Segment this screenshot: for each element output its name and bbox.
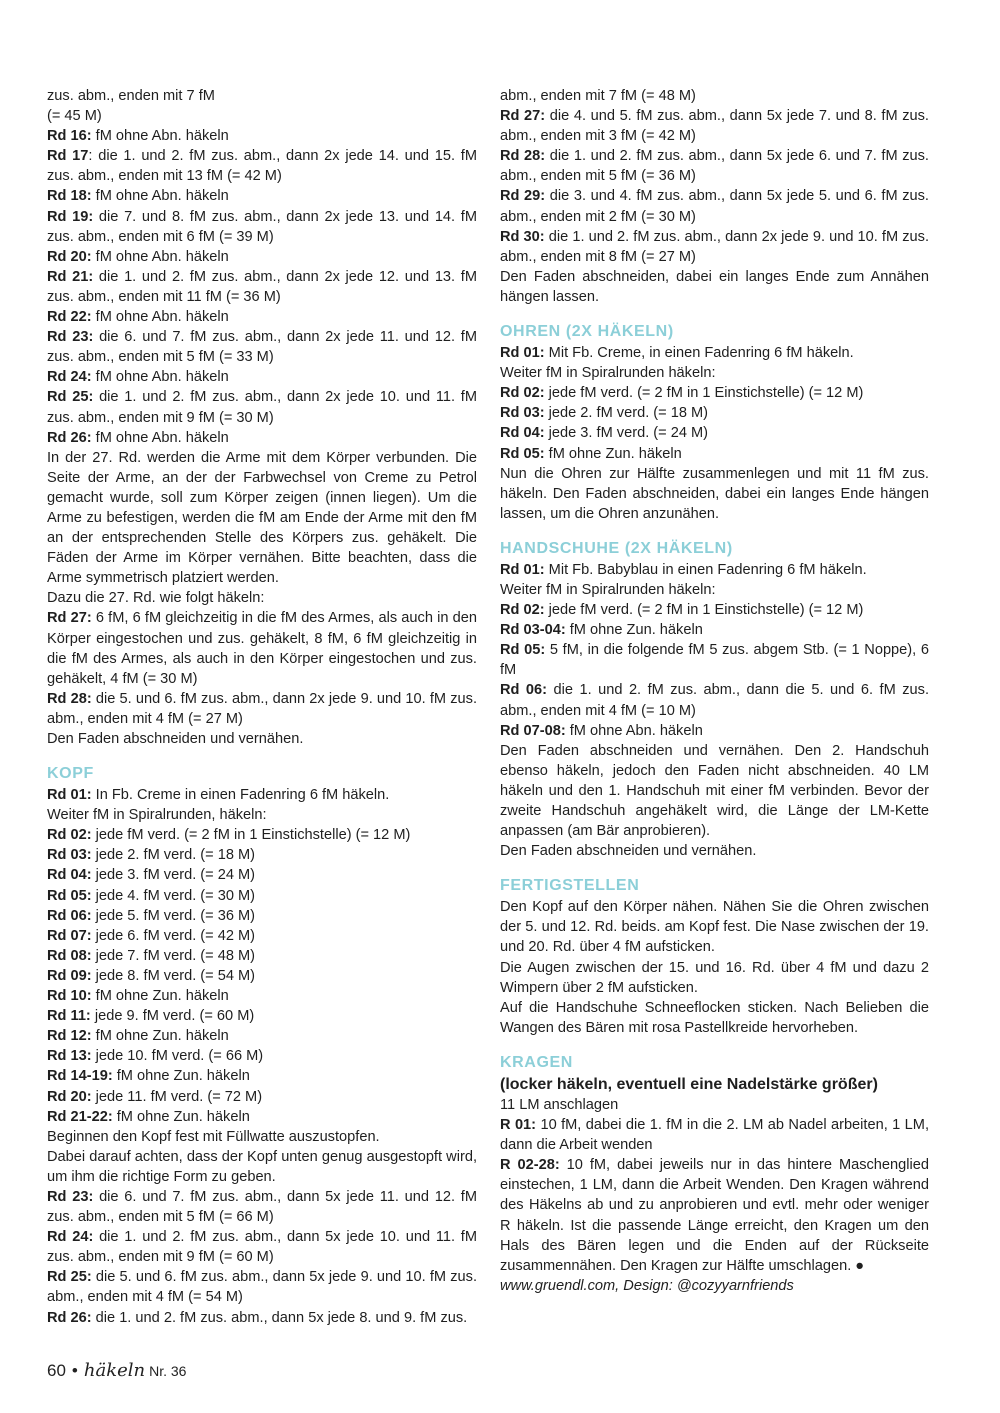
instruction-row [500,1115,929,1155]
instruction-row [47,986,477,1006]
row-label: Rd 03-04: [500,622,566,639]
paragraph: (= 45 M) [47,108,102,125]
row-label: Rd 07: [47,927,92,944]
row-text: jede fM verd. (= 2 fM in 1 Einstichstelle) (= 12 M) [544,602,864,619]
page-footer [47,1360,186,1382]
row-text: jede 6. fM verd. (= 42 M) [91,927,256,944]
instruction-row [47,1227,477,1267]
instruction-row [47,689,477,729]
section-heading: FERTIGSTELLEN [500,877,640,895]
row-label: Rd 05: [47,887,92,904]
instruction-row [47,946,477,966]
row-label: Rd 25: [47,1269,92,1286]
instruction-row [500,1155,929,1276]
row-label: Rd 12: [47,1028,92,1045]
row-text: jede 7. fM verd. (= 48 M) [91,947,256,964]
row-label: Rd 06: [500,682,548,699]
row-text: die 1. und 2. fM zus. abm., dann 2x jede 10. und 11. fM zus. abm., enden mit 9 fM (= 30 M) [47,389,477,426]
row-text: fM ohne Zun. häkeln [91,1028,229,1045]
instruction-row [47,247,477,267]
paragraph: Beginnen den Kopf fest mit Füllwatte auszustopfen. [47,1128,380,1145]
instruction-row [47,327,477,367]
row-text: die 1. und 2. fM zus. abm., dann 5x jede 6. und 7. fM zus. abm., enden mit 5 fM (= 36 M) [500,148,929,185]
row-text: jede 2. fM verd. (= 18 M) [91,847,256,864]
row-label: Rd 22: [47,309,92,326]
row-text: die 4. und 5. fM zus. abm., dann 5x jede 7. und 8. fM zus. abm., enden mit 3 fM (= 42 M) [500,108,929,145]
row-label: R 02-28: [500,1157,560,1174]
instruction-row [500,106,929,146]
credit-line: www.gruendl.com, Design: @cozyyarnfriends [500,1277,794,1294]
row-text: die 1. und 2. fM zus. abm., dann die 5. und 6. fM zus. abm., enden mit 4 fM (= 10 M) [500,682,929,719]
row-text: fM ohne Abn. häkeln [91,429,229,446]
row-label: Rd 27: [500,108,546,125]
row-label: Rd 20: [47,248,92,265]
row-text: jede 3. fM verd. (= 24 M) [544,425,709,442]
instruction-row [47,825,477,845]
instruction-row [500,403,929,423]
instruction-row [47,906,477,926]
row-label: R 01: [500,1117,537,1134]
paragraph: Den Faden abschneiden, dabei ein langes Ende zum Annähen hängen lassen. [500,268,929,305]
row-text: jede fM verd. (= 2 fM in 1 Einstichstelle) (= 12 M) [544,385,864,402]
paragraph: Weiter fM in Spiralrunden häkeln: [500,365,716,382]
row-label: Rd 10: [47,988,92,1005]
paragraph: Dabei darauf achten, dass der Kopf unten genug ausgestopft wird, um ihm die richtige Form zu geben. [47,1148,477,1185]
row-label: Rd 23: [47,329,94,346]
instruction-row [500,227,929,267]
paragraph: Auf die Handschuhe Schneeflocken sticken. Nach Belieben die Wangen des Bären mit rosa Pastellkreide hervorheben. [500,999,929,1036]
row-label: Rd 01: [500,561,545,578]
row-label: Rd 26: [47,429,92,446]
right-column [500,86,929,1296]
instruction-row [500,423,929,443]
row-text: fM ohne Abn. häkeln [91,128,229,145]
section-subheading: (locker häkeln, eventuell eine Nadelstärke größer) [500,1075,878,1093]
instruction-row [47,186,477,206]
row-label: Rd 28: [47,690,92,707]
issue-number: Nr. 36 [149,1363,187,1379]
row-label: Rd 13: [47,1048,92,1065]
instruction-row [47,126,477,146]
row-text: jede 3. fM verd. (= 24 M) [91,867,256,884]
left-column [47,86,477,1328]
instruction-row [500,680,929,720]
instruction-row [47,1187,477,1227]
paragraph: Den Kopf auf den Körper nähen. Nähen Sie die Ohren zwischen der 5. und 12. Rd. beids. am Kopf fest. Die Nase zwischen der 19. und 20. Rd. über 4 fM aufsticken. [500,899,929,956]
row-text: jede 9. fM verd. (= 60 M) [90,1008,255,1025]
row-label: Rd 27: [47,610,92,627]
section-heading: KOPF [47,765,94,783]
row-text: die 1. und 2. fM zus. abm., dann 2x jede 12. und 13. fM zus. abm., enden mit 11 fM (= 36 M) [47,268,477,305]
paragraph: In der 27. Rd. werden die Arme mit dem Körper verbunden. Die Seite der Arme, an der der Farbwechsel von Creme zu Petrol gemacht wurde, soll zum Körper zeigen (innen liegen). Um die Arme zu befestigen, werden die fM am Ende der Arme mit den fM an der entsprechenden Stelle des Körpers zus. gehäkelt. Die Fäden der Arme im Körper vernähen. Bitte beachten, dass die Arme symmetrisch platziert werden. [47,449,477,587]
row-text: 6 fM, 6 fM gleichzeitig in die fM des Armes, als auch in den Körper eingestochen und zus. gehäkelt, 8 fM, 6 fM gleichzeitig in die fM des Armes, als auch in den Körper eingestochen und zus. gehäkelt, 4 fM (= 30 M) [47,610,477,687]
instruction-row [47,1107,477,1127]
instruction-row [500,343,929,363]
row-text: fM ohne Abn. häkeln [91,309,229,326]
row-label: Rd 08: [47,947,92,964]
row-label: Rd 02: [47,827,92,844]
row-label: Rd 14-19: [47,1068,113,1085]
paragraph: abm., enden mit 7 fM (= 48 M) [500,88,696,104]
row-text: fM ohne Zun. häkeln [544,445,682,462]
row-text: fM ohne Zun. häkeln [112,1108,250,1125]
row-label: Rd 03: [500,405,545,422]
row-text: die 7. und 8. fM zus. abm., dann 2x jede 13. und 14. fM zus. abm., enden mit 6 fM (= 39 M) [47,208,477,245]
row-text: fM ohne Abn. häkeln [91,369,229,386]
paragraph: Dazu die 27. Rd. wie folgt häkeln: [47,590,265,607]
row-label: Rd 21: [47,268,94,285]
row-label: Rd 30: [500,228,545,245]
row-label: Rd 18: [47,188,92,205]
instruction-row [47,1026,477,1046]
row-text: fM ohne Zun. häkeln [91,988,229,1005]
instruction-row [500,620,929,640]
row-text: fM ohne Abn. häkeln [91,248,229,265]
section-heading: KRAGEN [500,1053,573,1071]
row-text: die 1. und 2. fM zus. abm., dann 2x jede 9. und 10. fM zus. abm., enden mit 8 fM (= 27 M) [500,228,929,265]
row-label: Rd 07-08: [500,722,566,739]
paragraph: Die Augen zwischen der 15. und 16. Rd. über 4 fM und dazu 2 Wimpern über 2 fM aufsticken. [500,959,929,996]
row-label: Rd 24: [47,369,92,386]
instruction-row [47,1308,477,1328]
section-heading: OHREN (2X HÄKELN) [500,323,674,341]
row-label: Rd 16: [47,128,92,145]
row-label: Rd 05: [500,445,545,462]
row-text: die 1. und 2. fM zus. abm., dann 5x jede 10. und 11. fM zus. abm., enden mit 9 fM (= 60 M) [47,1229,477,1266]
row-label: Rd 04: [500,425,545,442]
instruction-row [47,307,477,327]
row-text: fM ohne Abn. häkeln [91,188,229,205]
row-label: Rd 11: [47,1008,91,1025]
instruction-row [47,785,477,805]
paragraph: Weiter fM in Spiralrunden, häkeln: [47,807,267,824]
row-text: jede 2. fM verd. (= 18 M) [544,405,709,422]
instruction-row [47,1046,477,1066]
paragraph: Den Faden abschneiden und vernähen. Den 2. Handschuh ebenso häkeln, jedoch den Faden nicht abschneiden. 40 LM häkeln und den 1. Handschuh mit einer fM verbinden. Bevor der zweite Handschuh angehäkelt wird, die Länge der LM-Kette anpassen (am Bär anprobieren). [500,742,929,840]
instruction-row [500,444,929,464]
row-text: 5 fM, in die folgende fM 5 zus. abgem Stb. (= 1 Noppe), 6 fM [500,642,929,679]
instruction-row [47,865,477,885]
row-label: Rd 26: [47,1309,92,1326]
row-text: jede 4. fM verd. (= 30 M) [91,887,256,904]
paragraph: Nun die Ohren zur Hälfte zusammenlegen und mit 11 fM zus. häkeln. Den Faden abschneiden, dabei ein langes Ende hängen lassen, um die Ohren anzunähen. [500,465,929,522]
row-label: Rd 24: [47,1229,94,1246]
instruction-row [47,207,477,247]
row-label: Rd 01: [500,345,545,362]
row-label: Rd 09: [47,967,92,984]
instruction-row [47,1066,477,1086]
instruction-row [47,428,477,448]
row-text: Mit Fb. Creme, in einen Fadenring 6 fM häkeln. [544,345,854,362]
section-heading: HANDSCHUHE (2X HÄKELN) [500,539,733,557]
row-text: die 3. und 4. fM zus. abm., dann 5x jede 5. und 6. fM zus. abm., enden mit 2 fM (= 30 M) [500,188,929,225]
paragraph: Den Faden abschneiden und vernähen. [500,843,757,860]
row-label: Rd 05: [500,642,546,659]
paragraph: Den Faden abschneiden und vernähen. [47,731,304,747]
row-label: Rd 23: [47,1188,94,1205]
row-label: Rd 04: [47,867,92,884]
row-label: Rd 19: [47,208,94,225]
magazine-name: häkeln [83,1360,146,1381]
instruction-row [47,1087,477,1107]
row-text: die 6. und 7. fM zus. abm., dann 5x jede 11. und 12. fM zus. abm., enden mit 5 fM (= 66 M) [47,1188,477,1226]
instruction-row [500,640,929,680]
instruction-row [500,146,929,186]
row-label: Rd 17 [47,148,89,165]
instruction-row [47,367,477,387]
instruction-row [47,267,477,307]
row-label: Rd 01: [47,787,92,804]
row-text: jede 10. fM verd. (= 66 M) [91,1048,264,1065]
instruction-row [500,186,929,226]
paragraph: zus. abm., enden mit 7 fM [47,88,215,104]
row-label: Rd 28: [500,148,546,165]
instruction-row [47,845,477,865]
instruction-row [500,383,929,403]
row-label: Rd 29: [500,188,546,205]
row-text: fM ohne Zun. häkeln [565,622,703,639]
row-label: Rd 06: [47,907,92,924]
row-label: Rd 21-22: [47,1108,113,1125]
row-text: die 6. und 7. fM zus. abm., dann 2x jede 11. und 12. fM zus. abm., enden mit 5 fM (= 33 M) [47,329,477,366]
instruction-row [500,721,929,741]
instruction-row [47,146,477,186]
page-number: 60 [47,1361,66,1380]
row-text: die 1. und 2. fM zus. abm., dann 5x jede 8. und 9. fM zus. [91,1309,468,1326]
row-text: jede fM verd. (= 2 fM in 1 Einstichstelle) (= 12 M) [91,827,411,844]
row-text: jede 11. fM verd. (= 72 M) [91,1088,263,1105]
row-label: Rd 03: [47,847,92,864]
row-text: die 5. und 6. fM zus. abm., dann 5x jede 9. und 10. fM zus. abm., enden mit 4 fM (= 54 M) [47,1269,477,1306]
row-text: : die 1. und 2. fM zus. abm., dann 2x jede 14. und 15. fM zus. abm., enden mit 13 fM (= 42 M) [47,148,477,185]
row-text: fM ohne Zun. häkeln [112,1068,250,1085]
row-text: fM ohne Abn. häkeln [565,722,703,739]
instruction-row [47,1267,477,1307]
row-text: Mit Fb. Babyblau in einen Fadenring 6 fM häkeln. [544,561,867,578]
instruction-row [500,600,929,620]
row-text: 10 fM, dabei die 1. fM in die 2. LM ab Nadel arbeiten, 1 LM, dann die Arbeit wenden [500,1117,930,1154]
row-text: 10 fM, dabei jeweils nur in das hintere Maschenglied einstechen, 1 LM, dann die Arbeit Wenden. Den Kragen während des Häkelns ab und zu anprobieren und evtl. mehr oder weniger R häkeln. Ist die passende Länge erreicht, den Kragen um den Hals des Bären legen und die Enden auf der Rückseite zusammennähen. Den Kragen zur Hälfte umschlagen. ● [500,1157,929,1274]
instruction-row [47,387,477,427]
instruction-row [500,560,929,580]
row-text: jede 5. fM verd. (= 36 M) [91,907,256,924]
row-text: die 5. und 6. fM zus. abm., dann 2x jede 9. und 10. fM zus. abm., enden mit 4 fM (= 27 M) [47,690,477,727]
instruction-row [47,926,477,946]
row-text: jede 8. fM verd. (= 54 M) [91,967,256,984]
instruction-row [47,608,477,688]
row-label: Rd 25: [47,389,94,406]
row-text: In Fb. Creme in einen Fadenring 6 fM häkeln. [91,787,390,804]
footer-separator: • [71,1361,78,1380]
instruction-row [47,966,477,986]
row-label: Rd 02: [500,385,545,402]
instruction-row [47,1006,477,1026]
row-label: Rd 20: [47,1088,92,1105]
paragraph: Weiter fM in Spiralrunden häkeln: [500,581,716,598]
instruction-row [47,886,477,906]
paragraph: 11 LM anschlagen [500,1096,619,1113]
row-label: Rd 02: [500,602,545,619]
